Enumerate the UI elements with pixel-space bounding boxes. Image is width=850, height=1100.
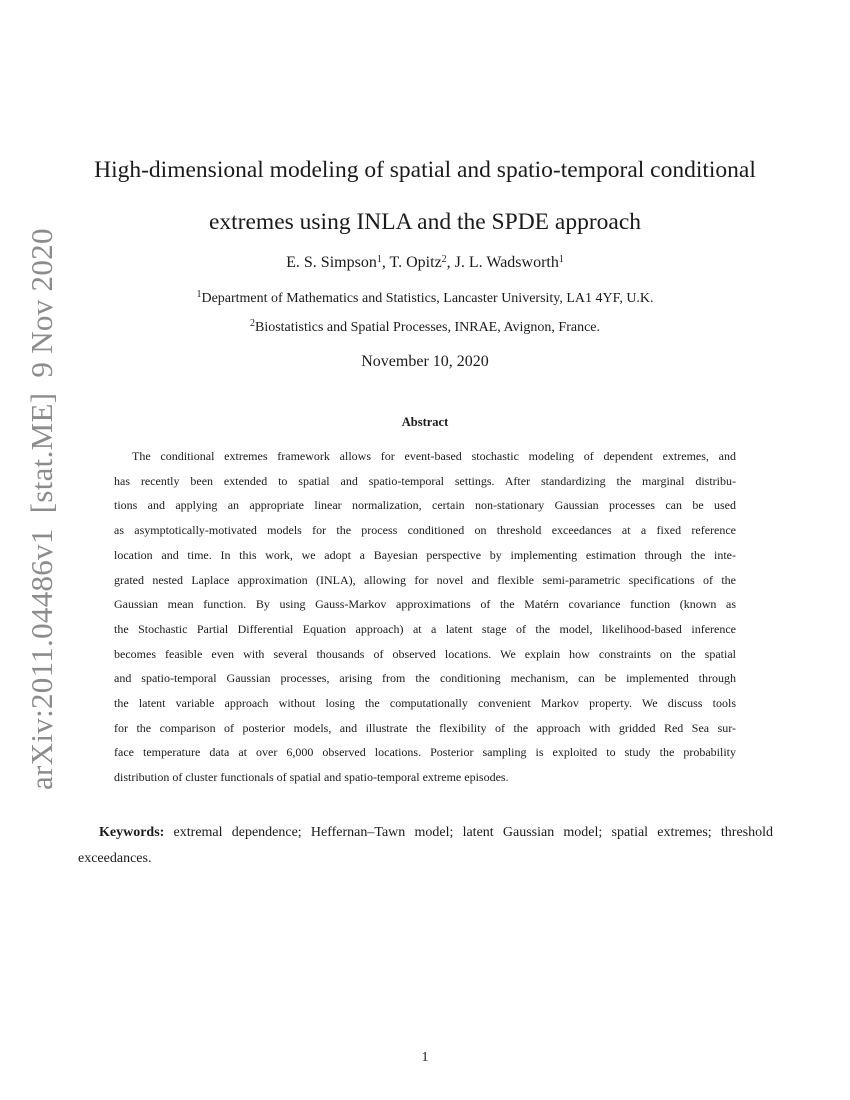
abstract-line: has recently been extended to spatial and spatio-temporal settings. After standardizing the marginal distribu- bbox=[114, 473, 736, 488]
abstract-line: location and time. In this work, we adopt a Bayesian perspective by implementing estimation through the inte- bbox=[114, 547, 736, 562]
abstract-line: as asymptotically-motivated models for the process conditioned on threshold exceedances at a fixed reference bbox=[114, 523, 736, 538]
abstract-line: the latent variable approach without losing the computationally convenient Markov property. We discuss tools bbox=[114, 696, 736, 711]
title-line-2: extremes using INLA and the SPDE approach bbox=[208, 209, 642, 235]
abstract-line: the Stochastic Partial Differential Equation approach) at a latent stage of the model, likelihood-based inference bbox=[114, 621, 736, 636]
arxiv-stamp bbox=[14, 228, 70, 790]
abstract-line: The conditional extremes framework allows for event-based stochastic modeling of dependent extremes, and bbox=[132, 449, 736, 463]
abstract-line: becomes feasible even with several thousands of observed locations. We explain how constraints on the spatial bbox=[114, 646, 736, 661]
keywords-block bbox=[78, 820, 773, 872]
page-number: 1 bbox=[421, 1050, 429, 1065]
affiliation-1 bbox=[0, 289, 850, 307]
keywords-label: Keywords: bbox=[99, 825, 165, 840]
abstract-body bbox=[114, 444, 736, 790]
arxiv-id[interactable]: arXiv:2011.04486v1 bbox=[24, 528, 59, 790]
abstract-line: tions and applying an appropriate linear normalization, certain non-stationary Gaussian processes can be used bbox=[114, 498, 736, 513]
abstract-line: distribution of cluster functionals of spatial and spatio-temporal extreme episodes. bbox=[114, 770, 509, 785]
abstract-line: grated nested Laplace approximation (INLA), allowing for novel and flexible semi-parametric specifications of the bbox=[114, 572, 736, 587]
affiliation-mark: 1 bbox=[196, 289, 202, 300]
keywords-text: extremal dependence; Heffernan–Tawn model; latent Gaussian model; spatial extremes; threshold bbox=[173, 825, 774, 840]
affiliation-2 bbox=[0, 318, 850, 336]
arxiv-category: [stat.ME] bbox=[24, 392, 59, 514]
title-line-1: High-dimensional modeling of spatial and spatio-temporal conditional bbox=[94, 157, 756, 183]
arxiv-date: 9 Nov 2020 bbox=[24, 228, 59, 378]
abstract-line: for the comparison of posterior models, and illustrate the flexibility of the approach with gridded Red Sea sur- bbox=[114, 720, 736, 735]
abstract-line: face temperature data at over 6,000 observed locations. Posterior sampling is exploited to study the probability bbox=[114, 745, 736, 760]
author-name: J. L. Wadsworth bbox=[454, 254, 559, 271]
abstract-heading: Abstract bbox=[401, 415, 449, 429]
paper-date: November 10, 2020 bbox=[361, 353, 489, 370]
keywords-line-1 bbox=[78, 820, 773, 846]
keywords-line-2: exceedances. bbox=[78, 851, 152, 866]
abstract-line: Gaussian mean function. By using Gauss-Markov approximations of the Matérn covariance function (known as bbox=[114, 597, 736, 612]
affiliation-text: Biostatistics and Spatial Processes, INRAE, Avignon, France. bbox=[254, 320, 601, 335]
author-name: T. Opitz bbox=[389, 254, 442, 271]
author-affil-mark: 1 bbox=[376, 254, 382, 265]
abstract-line: and spatio-temporal Gaussian processes, arising from the conditioning mechanism, can be implemented through bbox=[114, 671, 736, 686]
author-name: E. S. Simpson bbox=[286, 254, 377, 271]
author-affil-mark: 1 bbox=[558, 254, 564, 265]
author-list: E. S. Simpson$^1$, T. Opitz$^2$, J. L. Wadsworth$^1$ bbox=[286, 254, 564, 271]
paper-title bbox=[60, 144, 790, 248]
affiliation-mark: 2 bbox=[249, 318, 255, 329]
affiliation-text: Department of Mathematics and Statistics, Lancaster University, LA1 4YF, U.K. bbox=[201, 291, 654, 306]
author-affil-mark: 2 bbox=[441, 254, 447, 265]
